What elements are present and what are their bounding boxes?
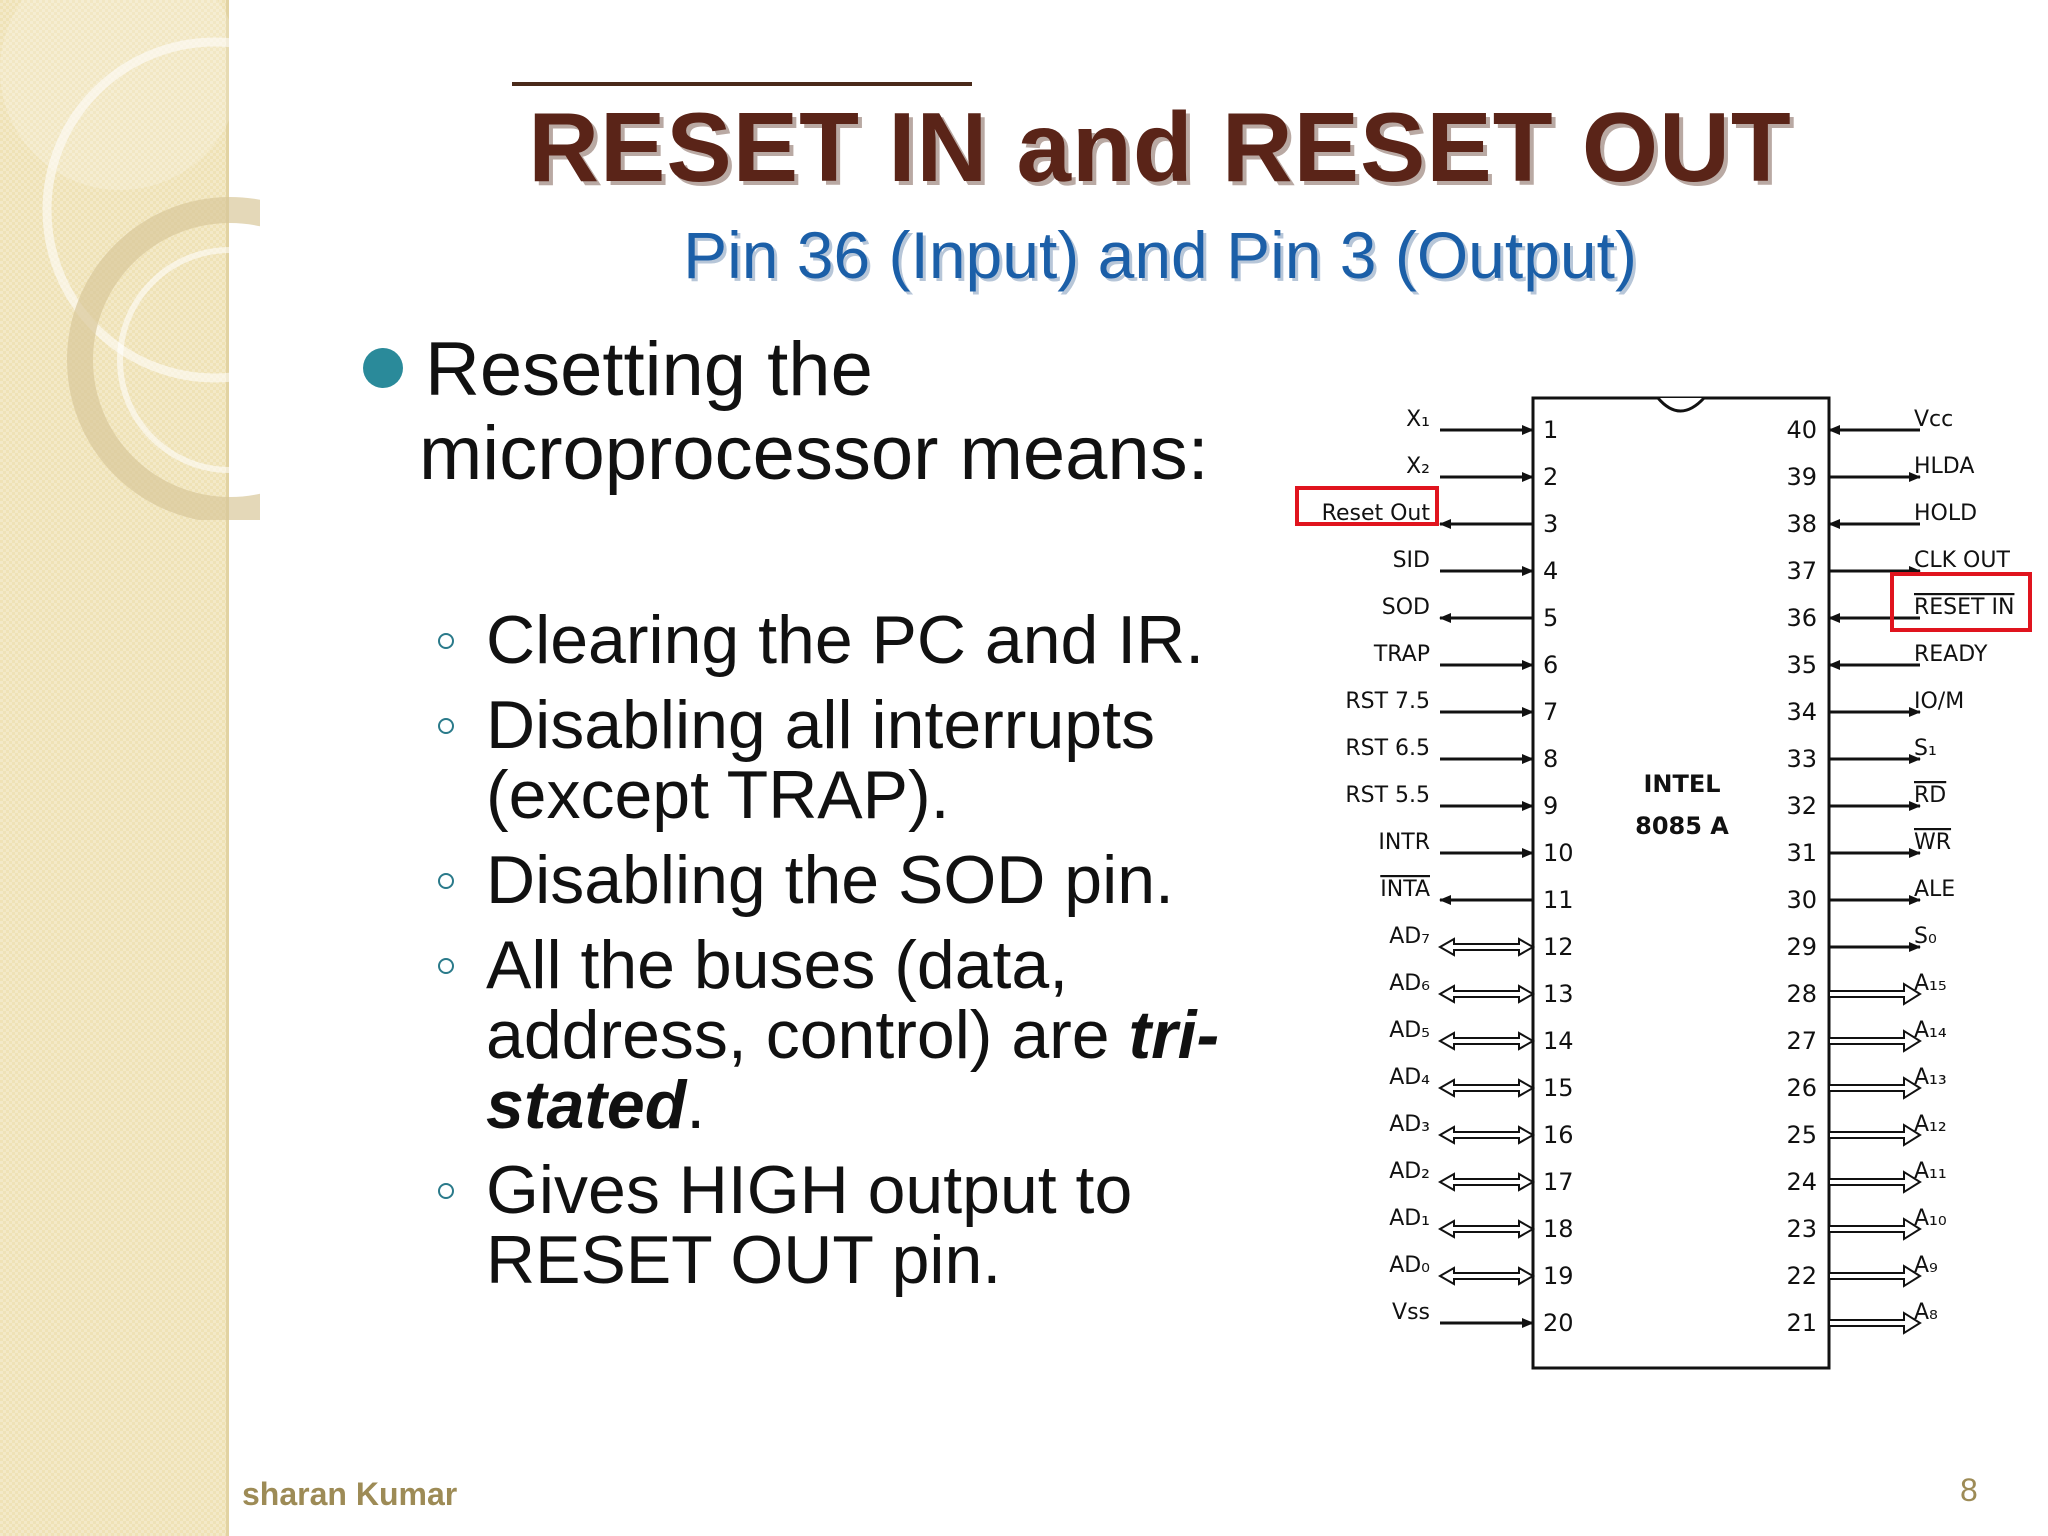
ring-bullet-icon <box>438 718 454 734</box>
pin-label-3: Reset Out <box>1321 501 1430 526</box>
pin-label-2: X₂ <box>1406 454 1430 479</box>
pin-number-6: 6 <box>1543 651 1559 679</box>
pin-number-26: 26 <box>1786 1074 1817 1102</box>
pin-label-7: RST 7.5 <box>1345 689 1430 714</box>
pin-number-1: 1 <box>1543 416 1559 444</box>
pin-number-31: 31 <box>1786 839 1817 867</box>
pin-label-25: A₁₂ <box>1914 1112 1947 1137</box>
pin-arrow-left-18 <box>1440 1221 1533 1237</box>
pin-number-35: 35 <box>1786 651 1817 679</box>
pin-label-10: INTR <box>1378 830 1430 855</box>
pin-number-30: 30 <box>1786 886 1817 914</box>
pin-number-29: 29 <box>1786 933 1817 961</box>
main-bullet-line-2: microprocessor means: <box>419 411 1209 496</box>
sub-bullet <box>430 1152 1250 1298</box>
pin-number-20: 20 <box>1543 1309 1574 1337</box>
pin-label-11: INTA <box>1380 877 1430 902</box>
pin-number-18: 18 <box>1543 1215 1574 1243</box>
pin-label-9: RST 5.5 <box>1345 783 1430 808</box>
pin-label-5: SOD <box>1381 595 1430 620</box>
sub-bullet-text: address, control) are <box>486 997 1129 1073</box>
sub-bullet-text: Gives HIGH output to <box>486 1152 1133 1228</box>
pin-number-28: 28 <box>1786 980 1817 1008</box>
pin-label-37: CLK OUT <box>1914 548 2010 573</box>
pin-number-3: 3 <box>1543 510 1559 538</box>
pin-arrow-right-28 <box>1829 984 1920 1004</box>
decorative-circles <box>0 0 260 520</box>
ring-bullet-icon <box>438 873 454 889</box>
pin-label-34: IO/M <box>1914 689 1965 714</box>
sub-bullet <box>430 927 1250 1143</box>
pin-label-12: AD₇ <box>1389 924 1430 949</box>
pin-label-1: X₁ <box>1406 407 1430 432</box>
pin-number-9: 9 <box>1543 792 1559 820</box>
pin-label-26: A₁₃ <box>1914 1065 1947 1090</box>
pin-arrow-left-13 <box>1440 986 1533 1002</box>
pin-number-5: 5 <box>1543 604 1559 632</box>
pin-label-15: AD₄ <box>1389 1065 1430 1090</box>
pin-label-33: S₁ <box>1914 736 1937 761</box>
pin-arrow-left-15 <box>1440 1080 1533 1096</box>
pin-label-30: ALE <box>1914 877 1956 902</box>
pin-number-19: 19 <box>1543 1262 1574 1290</box>
sub-bullet-text: Disabling all interrupts <box>486 687 1155 763</box>
pin-number-7: 7 <box>1543 698 1559 726</box>
sub-bullet <box>430 602 1250 678</box>
pin-number-14: 14 <box>1543 1027 1574 1055</box>
pin-label-38: HOLD <box>1914 501 1978 526</box>
title-rule <box>512 82 972 86</box>
pin-number-23: 23 <box>1786 1215 1817 1243</box>
sub-bullet-text: . <box>686 1067 706 1143</box>
sub-bullet-text: (except TRAP). <box>486 757 950 833</box>
pin-arrow-right-23 <box>1829 1219 1920 1239</box>
pin-number-21: 21 <box>1786 1309 1817 1337</box>
pin-number-10: 10 <box>1543 839 1574 867</box>
sub-bullet-text: Disabling the SOD pin. <box>486 842 1174 918</box>
bullet-dot-icon <box>363 348 403 388</box>
pin-label-32: RD <box>1914 783 1947 808</box>
pin-label-36: RESET IN <box>1914 595 2015 620</box>
pin-number-15: 15 <box>1543 1074 1574 1102</box>
pin-number-16: 16 <box>1543 1121 1574 1149</box>
pin-arrow-right-27 <box>1829 1031 1920 1051</box>
pin-arrow-left-19 <box>1440 1268 1533 1284</box>
slide-title: RESET IN and RESET OUT <box>528 92 1792 202</box>
pin-label-40: Vcc <box>1914 407 1954 432</box>
sub-bullet-list <box>430 602 1250 1310</box>
pin-number-32: 32 <box>1786 792 1817 820</box>
pin-number-13: 13 <box>1543 980 1574 1008</box>
pin-label-31: WR <box>1914 830 1952 855</box>
chip-body <box>1533 398 1829 1368</box>
pin-label-8: RST 6.5 <box>1345 736 1430 761</box>
main-bullet <box>365 328 1265 496</box>
chip-label-1: INTEL <box>1643 770 1721 798</box>
pin-label-18: AD₁ <box>1389 1206 1430 1231</box>
ring-bullet-icon <box>438 1183 454 1199</box>
pin-number-39: 39 <box>1786 463 1817 491</box>
pin-label-19: AD₀ <box>1389 1253 1430 1278</box>
pin-number-33: 33 <box>1786 745 1817 773</box>
pin-label-4: SID <box>1392 548 1430 573</box>
pin-number-34: 34 <box>1786 698 1817 726</box>
pin-number-8: 8 <box>1543 745 1559 773</box>
pin-number-4: 4 <box>1543 557 1559 585</box>
pin-arrow-left-17 <box>1440 1174 1533 1190</box>
sub-bullet <box>430 687 1250 833</box>
page-number: 8 <box>1960 1472 1978 1508</box>
slide-subtitle: Pin 36 (Input) and Pin 3 (Output) <box>683 218 1637 292</box>
pin-arrow-left-14 <box>1440 1033 1533 1049</box>
pin-arrow-right-25 <box>1829 1125 1920 1145</box>
sub-bullet-text: RESET OUT pin. <box>486 1222 1002 1298</box>
pin-label-35: READY <box>1914 642 1988 667</box>
pin-number-36: 36 <box>1786 604 1817 632</box>
pin-label-16: AD₃ <box>1389 1112 1430 1137</box>
pin-number-2: 2 <box>1543 463 1559 491</box>
sub-bullet-text: Clearing the PC and IR. <box>486 602 1205 678</box>
ring-bullet-icon <box>438 958 454 974</box>
pin-arrow-right-24 <box>1829 1172 1920 1192</box>
pin-label-24: A₁₁ <box>1914 1159 1947 1184</box>
pin-number-40: 40 <box>1786 416 1817 444</box>
pin-number-24: 24 <box>1786 1168 1817 1196</box>
pin-label-28: A₁₅ <box>1914 971 1947 996</box>
pin-number-27: 27 <box>1786 1027 1817 1055</box>
pin-number-17: 17 <box>1543 1168 1574 1196</box>
ring-bullet-icon <box>438 633 454 649</box>
pin-arrow-right-21 <box>1829 1313 1920 1333</box>
pin-label-29: S₀ <box>1914 924 1937 949</box>
emphasis-text: tri- <box>1128 997 1220 1073</box>
pin-number-37: 37 <box>1786 557 1817 585</box>
sub-bullet-text: All the buses (data, <box>486 927 1069 1003</box>
sub-bullet <box>430 842 1250 918</box>
pin-label-27: A₁₄ <box>1914 1018 1947 1043</box>
emphasis-text: stated <box>486 1067 687 1143</box>
pin-label-21: A₈ <box>1914 1300 1938 1325</box>
pin-label-14: AD₅ <box>1389 1018 1430 1043</box>
main-bullet-line-1: Resetting the <box>425 327 873 412</box>
pin-label-39: HLDA <box>1914 454 1975 479</box>
pin-number-25: 25 <box>1786 1121 1817 1149</box>
pin-label-20: Vss <box>1392 1300 1430 1325</box>
pin-label-22: A₉ <box>1914 1253 1938 1278</box>
pin-label-17: AD₂ <box>1389 1159 1430 1184</box>
pin-arrow-right-22 <box>1829 1266 1920 1286</box>
pin-number-22: 22 <box>1786 1262 1817 1290</box>
pin-label-23: A₁₀ <box>1914 1206 1947 1231</box>
pin-arrow-right-26 <box>1829 1078 1920 1098</box>
pin-number-12: 12 <box>1543 933 1574 961</box>
pin-number-38: 38 <box>1786 510 1817 538</box>
8085-pin-diagram <box>1280 380 2040 1390</box>
pin-arrow-left-12 <box>1440 939 1533 955</box>
footer-author: sharan Kumar <box>242 1476 458 1512</box>
chip-label-2: 8085 A <box>1635 812 1729 840</box>
pin-label-13: AD₆ <box>1389 971 1430 996</box>
pin-arrow-left-16 <box>1440 1127 1533 1143</box>
pin-number-11: 11 <box>1543 886 1574 914</box>
pin-label-6: TRAP <box>1373 642 1430 667</box>
